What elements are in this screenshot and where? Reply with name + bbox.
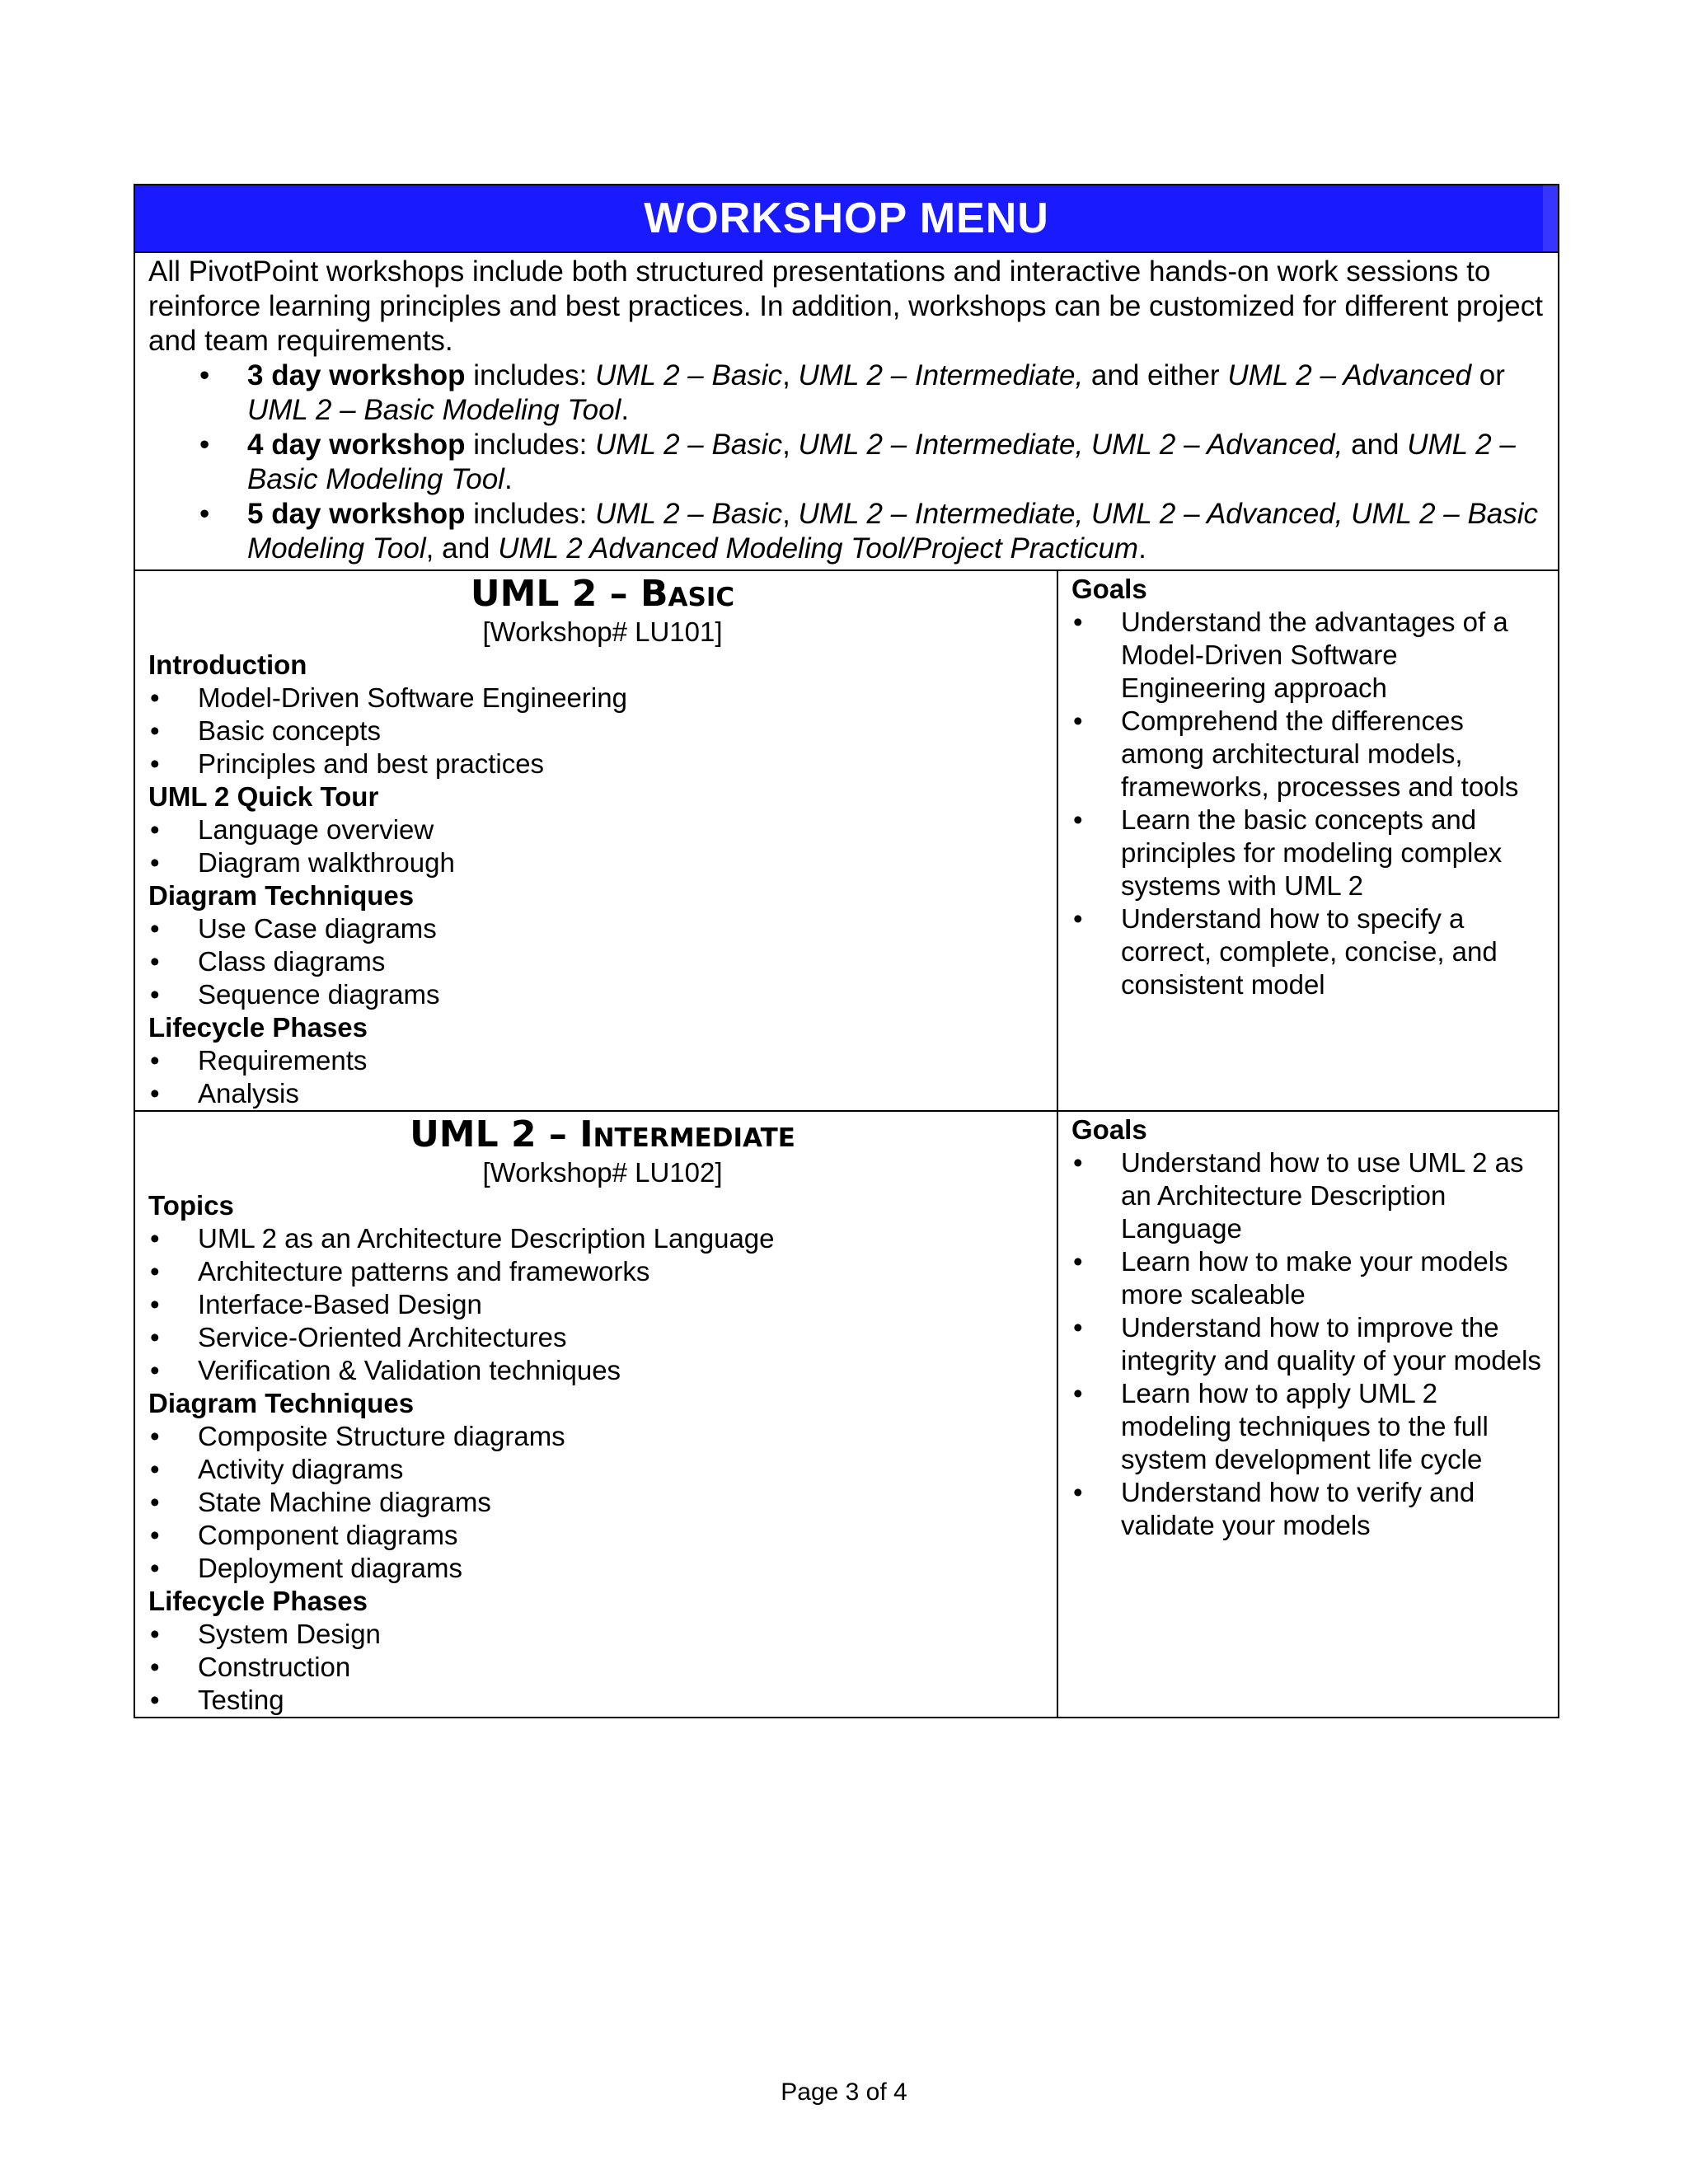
topic-text: UML 2 as an Architecture Description Language [198, 1223, 775, 1254]
section-heading: Lifecycle Phases [148, 1586, 368, 1616]
workshop-length: 5 day workshop [247, 498, 466, 530]
module-name: UML 2 – Intermediate, UML 2 – Advanced, [798, 429, 1343, 461]
bullet-icon: • [150, 1619, 160, 1649]
module-name: UML 2 – Basic [595, 429, 783, 461]
bullet-text: or [1471, 359, 1505, 391]
module-title-dash: – [597, 573, 640, 615]
topic-text: Deployment diagrams [198, 1553, 462, 1583]
topic-text: Interface-Based Design [198, 1289, 482, 1319]
goal-text: Learn how to make your models more scaleable [1121, 1246, 1508, 1310]
intro-bullet-item [148, 428, 1545, 497]
topic-list [148, 1420, 1057, 1585]
module-goals-cell [1058, 1112, 1558, 1717]
bullet-icon: • [150, 1652, 160, 1682]
module-title [148, 573, 1057, 616]
bullet-icon: • [150, 1355, 160, 1385]
bullet-icon: • [199, 359, 210, 391]
bullet-text: , and [425, 532, 499, 565]
module-topics-cell [135, 1112, 1058, 1717]
module-title-dash: – [536, 1113, 580, 1155]
topic-list [148, 813, 1057, 879]
goal-item [1071, 1476, 1550, 1542]
section-heading: Lifecycle Phases [148, 1012, 368, 1043]
module-title-main: UML 2 [410, 1113, 537, 1155]
bullet-text: includes: [465, 429, 596, 461]
topic-text: Verification & Validation techniques [198, 1355, 621, 1385]
topic-item [148, 813, 1057, 846]
bullet-icon: • [1073, 1477, 1083, 1507]
goal-text: Understand how to use UML 2 as an Architecture Description Language [1121, 1147, 1524, 1244]
module-name: UML 2 – Advanced [1227, 359, 1472, 391]
intro-bullet-list [148, 359, 1545, 566]
workshop-menu-table [134, 184, 1559, 1718]
topic-item [148, 1651, 1057, 1684]
bullet-icon: • [1073, 1246, 1083, 1277]
bullet-text: includes: [465, 498, 596, 530]
goal-text: Learn how to apply UML 2 modeling techniques to the full system development life cycle [1121, 1378, 1489, 1474]
intro-paragraph: All PivotPoint workshops include both structured presentations and interactive hands-on work sessions to reinforce learning principles and best practices. In addition, workshops can be customized for different project and team requirements. [148, 255, 1543, 357]
bullet-icon: • [150, 1421, 160, 1451]
bullet-text: , [782, 498, 799, 530]
bullet-icon: • [1073, 607, 1083, 637]
intro-bullet-item [148, 359, 1545, 428]
bullet-text: , [782, 359, 799, 391]
bullet-icon: • [150, 1520, 160, 1550]
topic-list [148, 1044, 1057, 1110]
topic-list [148, 1618, 1057, 1717]
topic-text: Basic concepts [198, 715, 381, 746]
module-row [135, 1112, 1558, 1717]
workshop-length: 4 day workshop [247, 429, 466, 461]
topic-text: Composite Structure diagrams [198, 1421, 565, 1451]
goal-item [1071, 902, 1550, 1001]
bullet-icon: • [199, 498, 210, 530]
module-name: UML 2 – Basic Modeling Tool [247, 394, 621, 426]
module-title-main: UML 2 [470, 573, 598, 615]
module-row [135, 571, 1558, 1112]
topic-item [148, 1453, 1057, 1486]
bullet-text: and [1343, 429, 1408, 461]
bullet-icon: • [150, 979, 160, 1010]
bullet-icon: • [150, 1685, 160, 1715]
bullet-icon: • [150, 1487, 160, 1517]
workshop-number: [Workshop# LU102] [482, 1157, 723, 1188]
bullet-icon: • [150, 1322, 160, 1352]
topic-item [148, 682, 1057, 715]
topic-item [148, 1255, 1057, 1288]
bullet-icon: • [150, 913, 160, 944]
module-name: UML 2 – Basic [595, 498, 783, 530]
goal-item [1071, 1245, 1550, 1311]
goal-text: Learn the basic concepts and principles for modeling complex systems with UML 2 [1121, 804, 1503, 901]
intro-bullet-item [148, 497, 1545, 566]
topic-text: Use Case diagrams [198, 913, 437, 944]
topic-text: Requirements [198, 1045, 368, 1076]
topic-text: Architecture patterns and frameworks [198, 1256, 650, 1286]
workshop-menu-banner [135, 185, 1558, 253]
bullet-text: . [504, 463, 513, 495]
topic-item [148, 1519, 1057, 1552]
section-heading: Diagram Techniques [148, 1388, 415, 1418]
topic-text: Model-Driven Software Engineering [198, 682, 627, 713]
topic-text: Component diagrams [198, 1520, 458, 1550]
topic-text: Sequence diagrams [198, 979, 440, 1010]
section-heading: Introduction [148, 649, 307, 680]
topic-text: Principles and best practices [198, 748, 545, 779]
topic-item [148, 1420, 1057, 1453]
goal-text: Understand how to verify and validate your models [1121, 1477, 1475, 1540]
goals-heading: Goals [1071, 574, 1147, 604]
topic-item [148, 1321, 1057, 1354]
bullet-icon: • [1073, 804, 1083, 835]
topic-item [148, 1552, 1057, 1585]
topic-item [148, 748, 1057, 780]
topic-item [148, 715, 1057, 748]
bullet-icon: • [150, 847, 160, 878]
topic-item [148, 1684, 1057, 1717]
bullet-icon: • [150, 1553, 160, 1583]
bullet-icon: • [150, 946, 160, 977]
bullet-text: . [1138, 532, 1146, 565]
topic-item [148, 1486, 1057, 1519]
goal-text: Understand the advantages of a Model-Driven Software Engineering approach [1121, 607, 1508, 703]
bullet-icon: • [199, 429, 210, 461]
topic-text: System Design [198, 1619, 381, 1649]
module-goals-cell [1058, 571, 1558, 1110]
bullet-text: includes: [465, 359, 596, 391]
section-heading: Diagram Techniques [148, 880, 415, 911]
bullet-icon: • [150, 1256, 160, 1286]
bullet-icon: • [150, 1045, 160, 1076]
topic-text: Analysis [198, 1078, 299, 1108]
bullet-icon: • [1073, 705, 1083, 736]
topic-item [148, 1288, 1057, 1321]
bullet-icon: • [1073, 1378, 1083, 1408]
goal-item [1071, 1146, 1550, 1245]
topic-text: Testing [198, 1685, 284, 1715]
topic-text: Class diagrams [198, 946, 386, 977]
bullet-icon: • [150, 682, 160, 713]
topic-item [148, 978, 1057, 1011]
goal-item [1071, 606, 1550, 705]
bullet-icon: • [150, 814, 160, 845]
goal-text: Understand how to improve the integrity and quality of your models [1121, 1312, 1541, 1376]
topic-text: Service-Oriented Architectures [198, 1322, 567, 1352]
topic-text: Language overview [198, 814, 434, 845]
topic-item [148, 1618, 1057, 1651]
module-title [148, 1113, 1057, 1156]
bullet-icon: • [150, 1454, 160, 1484]
section-heading: UML 2 Quick Tour [148, 781, 379, 812]
goal-text: Comprehend the differences among architectural models, frameworks, processes and tools [1121, 705, 1519, 802]
topic-item [148, 912, 1057, 945]
topic-text: Activity diagrams [198, 1454, 404, 1484]
bullet-text: and either [1083, 359, 1228, 391]
topic-list [148, 682, 1057, 780]
module-topics-cell [135, 571, 1058, 1110]
goal-item [1071, 1377, 1550, 1476]
topic-item [148, 1222, 1057, 1255]
topic-item [148, 1354, 1057, 1387]
module-name: UML 2 – Basic Modeling Tool [247, 429, 1516, 495]
goals-heading: Goals [1071, 1114, 1147, 1145]
bullet-text: , [782, 429, 799, 461]
topic-text: Diagram walkthrough [198, 847, 455, 878]
bullet-icon: • [1073, 1147, 1083, 1178]
goal-item [1071, 1311, 1550, 1377]
section-heading: Topics [148, 1190, 234, 1221]
topic-list [148, 1222, 1057, 1387]
bullet-icon: • [150, 715, 160, 746]
module-name: UML 2 Advanced Modeling Tool/Project Practicum [498, 532, 1139, 565]
topic-item [148, 1077, 1057, 1110]
topic-item [148, 846, 1057, 879]
workshop-number: [Workshop# LU101] [482, 616, 723, 647]
topic-item [148, 1044, 1057, 1077]
goals-list [1071, 1146, 1550, 1542]
goals-list [1071, 606, 1550, 1001]
topic-item [148, 945, 1057, 978]
page-number: Page 3 of 4 [781, 2079, 907, 2106]
goal-item [1071, 804, 1550, 902]
banner-title: WORKSHOP MENU [644, 194, 1049, 242]
goal-item [1071, 705, 1550, 804]
module-name: UML 2 – Basic [595, 359, 783, 391]
modules-container [135, 571, 1558, 1717]
intro-section [135, 253, 1558, 571]
bullet-icon: • [150, 1078, 160, 1108]
bullet-icon: • [150, 1223, 160, 1254]
module-name: UML 2 – Intermediate, [798, 359, 1084, 391]
module-name: UML 2 – Intermediate, UML 2 – Advanced, UML 2 – Basic Modeling Tool [247, 498, 1539, 565]
bullet-text: . [621, 394, 630, 426]
workshop-length: 3 day workshop [247, 359, 466, 391]
module-title-sub: Intermediate [579, 1113, 795, 1155]
bullet-icon: • [150, 748, 160, 779]
bullet-icon: • [1073, 1312, 1083, 1343]
module-title-sub: Basic [640, 573, 735, 615]
goal-text: Understand how to specify a correct, complete, concise, and consistent model [1121, 903, 1498, 1000]
topic-text: State Machine diagrams [198, 1487, 491, 1517]
topic-list [148, 912, 1057, 1011]
bullet-icon: • [1073, 903, 1083, 934]
bullet-icon: • [150, 1289, 160, 1319]
topic-text: Construction [198, 1652, 351, 1682]
